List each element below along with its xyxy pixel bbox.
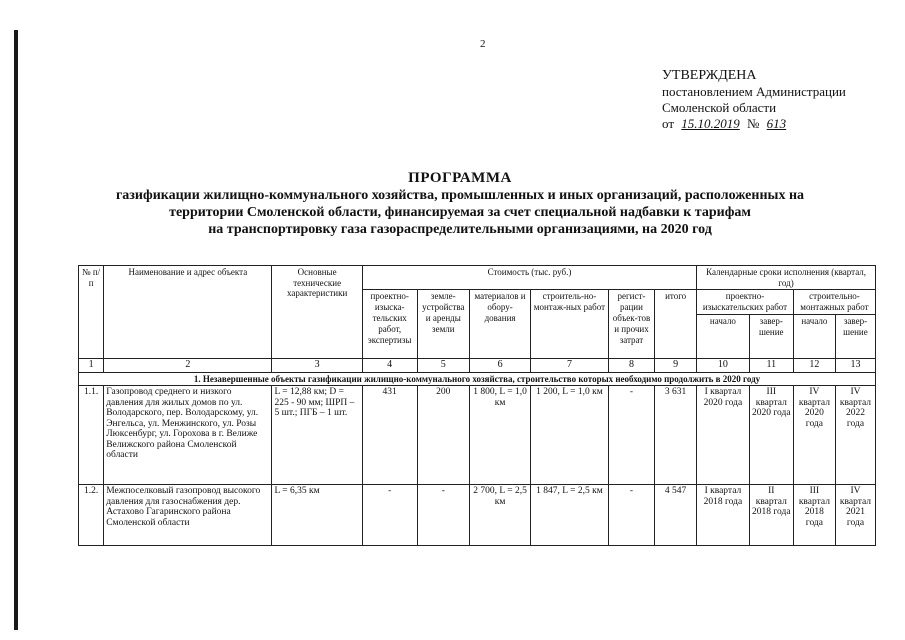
- approval-date: 15.10.2019: [681, 116, 740, 131]
- header-materials: материалов и обору-дования: [470, 290, 531, 359]
- header-construction-works: строительно-монтажных работ: [793, 290, 875, 315]
- col-number: 11: [749, 359, 793, 373]
- row-construction: 1 200, L = 1,0 км: [531, 386, 609, 485]
- section-heading: 1. Незавершенные объекты газификации жилищно-коммунального хозяйства, строительство которых необходимо продолжить в 2020 году: [79, 372, 876, 386]
- row-registration: -: [608, 386, 654, 485]
- col-number: 1: [79, 359, 104, 373]
- approval-number: 613: [766, 116, 787, 131]
- row-design-start: I квартал 2020 года: [697, 386, 750, 485]
- header-num: № п/п: [79, 266, 104, 359]
- approval-date-line: [662, 116, 846, 132]
- header-schedule: Календарные сроки исполнения (квартал, год): [697, 266, 876, 290]
- title-line-3: на транспортировку газа газораспределительными организациями, на 2020 год: [208, 222, 712, 237]
- header-cost: Стоимость (тыс. руб.): [362, 266, 696, 290]
- row-construction-end: IV квартал 2022 года: [835, 386, 875, 485]
- col-number: 9: [655, 359, 697, 373]
- title-line-1: газификации жилищно-коммунального хозяйства, промышленных и иных организаций, расположенных на: [115, 188, 805, 203]
- row-name: Газопровод среднего и низкого давления для жилых домов по ул. Володарского, пер. Володарскому, ул. Энгельса, ул. Менжинского, ул. Розы Люксенбург, ул. Горохова в г. Велиже Велижского района Смоленской области: [104, 386, 272, 485]
- col-number: 7: [531, 359, 609, 373]
- header-land: земле-устройства и аренды земли: [417, 290, 470, 359]
- col-number: 13: [835, 359, 875, 373]
- row-materials: 1 800, L = 1,0 км: [470, 386, 531, 485]
- col-number: 12: [793, 359, 835, 373]
- approval-line-3: Смоленской области: [662, 100, 777, 115]
- date-prefix: от: [662, 116, 675, 131]
- row-construction: 1 847, L = 2,5 км: [531, 485, 609, 546]
- row-design-end: II квартал 2018 года: [749, 485, 793, 546]
- header-design-works: проектно-изыскательских работ: [697, 290, 794, 315]
- col-number: 10: [697, 359, 750, 373]
- row-construction-start: IV квартал 2020 года: [793, 386, 835, 485]
- document-title: [100, 170, 820, 238]
- row-tech: L = 12,88 км; D = 225 - 90 мм; ШРП – 5 шт.; ПГБ – 1 шт.: [272, 386, 362, 485]
- header-design: проектно-изыска-тельских работ, экспертизы: [362, 290, 417, 359]
- approval-line-2: постановлением Администрации: [662, 84, 846, 99]
- row-num: 1.2.: [79, 485, 104, 546]
- col-number: 6: [470, 359, 531, 373]
- approval-title: УТВЕРЖДЕНА: [662, 68, 757, 83]
- col-number: 8: [608, 359, 654, 373]
- row-total: 4 547: [655, 485, 697, 546]
- table-row: [79, 386, 876, 485]
- header-tech: Основные технические характеристики: [272, 266, 362, 359]
- col-number: 3: [272, 359, 362, 373]
- left-edge-bar: [14, 30, 18, 630]
- header-design-end: завер-шение: [749, 315, 793, 359]
- number-prefix: №: [747, 116, 760, 131]
- header-name: Наименование и адрес объекта: [104, 266, 272, 359]
- row-land: -: [417, 485, 470, 546]
- row-land: 200: [417, 386, 470, 485]
- header-construction: строитель-но-монтаж-ных работ: [531, 290, 609, 359]
- approval-block: [662, 68, 846, 132]
- row-materials: 2 700, L = 2,5 км: [470, 485, 531, 546]
- col-number: 5: [417, 359, 470, 373]
- page-number: 2: [480, 38, 486, 50]
- header-construction-start: начало: [793, 315, 835, 359]
- title-main: ПРОГРАММА: [408, 170, 512, 186]
- row-total: 3 631: [655, 386, 697, 485]
- header-total: итого: [655, 290, 697, 359]
- row-design: -: [362, 485, 417, 546]
- row-design-start: I квартал 2018 года: [697, 485, 750, 546]
- header-design-start: начало: [697, 315, 750, 359]
- row-construction-end: IV квартал 2021 года: [835, 485, 875, 546]
- col-number: 4: [362, 359, 417, 373]
- header-registration: регист-рации объек-тов и прочих затрат: [608, 290, 654, 359]
- program-table: [78, 265, 876, 546]
- row-design: 431: [362, 386, 417, 485]
- row-tech: L = 6,35 км: [272, 485, 362, 546]
- row-registration: -: [608, 485, 654, 546]
- row-name: Межпоселковый газопровод высокого давления для газоснабжения дер. Астахово Гагаринского района Смоленской области: [104, 485, 272, 546]
- table-row: [79, 485, 876, 546]
- column-number-row: [79, 359, 876, 373]
- row-design-end: III квартал 2020 года: [749, 386, 793, 485]
- title-line-2: территории Смоленской области, финансируемая за счет специальной надбавки к тарифам: [169, 205, 751, 220]
- col-number: 2: [104, 359, 272, 373]
- row-construction-start: III квартал 2018 года: [793, 485, 835, 546]
- row-num: 1.1.: [79, 386, 104, 485]
- header-construction-end: завер-шение: [835, 315, 875, 359]
